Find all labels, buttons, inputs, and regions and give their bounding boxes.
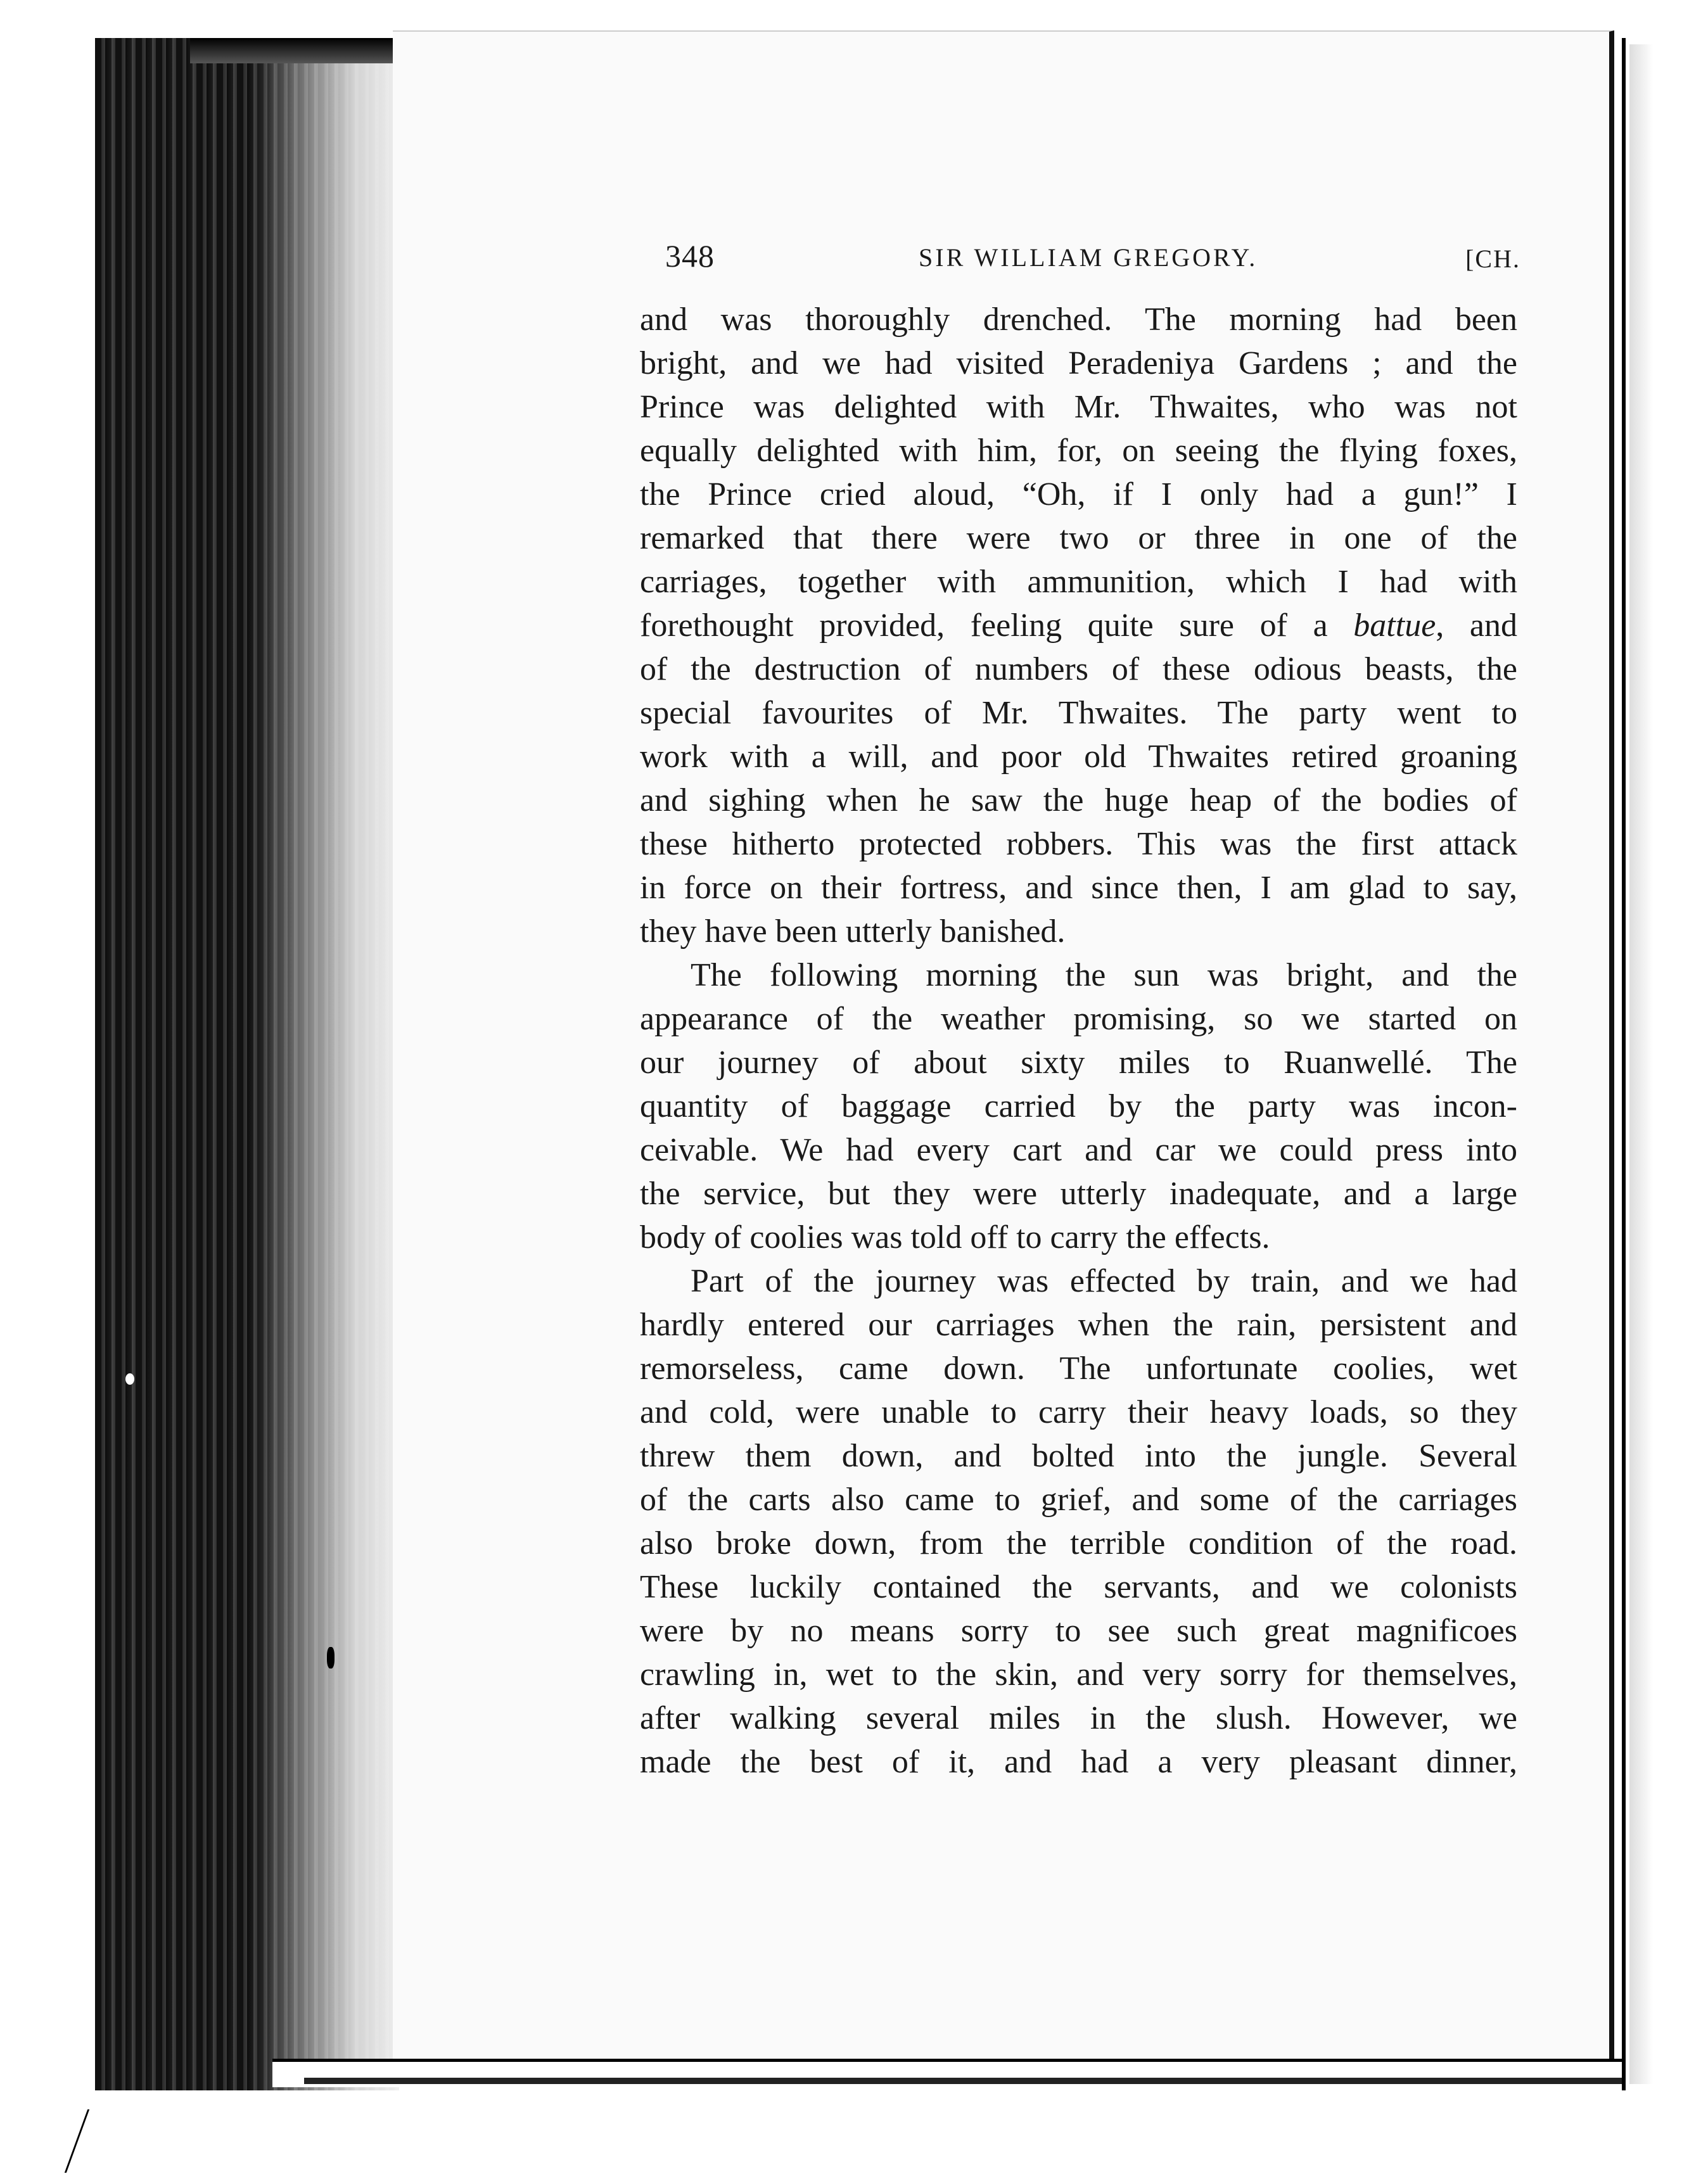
text-line: and sighing when he saw the huge heap of the bodies of (640, 782, 1517, 818)
text-line: bright, and we had visited Peradeniya Gardens ; and the (640, 345, 1517, 381)
text-line: our journey of about sixty miles to Ruanwellé. The (640, 1045, 1517, 1081)
paragraph (640, 1259, 1517, 1784)
text-line: the service, but they were utterly inadequate, and a large (640, 1176, 1517, 1212)
italic-word: battue (1353, 607, 1436, 644)
text-line: the Prince cried aloud, “Oh, if I only had a gun!” I (640, 476, 1517, 512)
body-text (640, 298, 1517, 1784)
text-line: after walking several miles in the slush. However, we (640, 1700, 1517, 1736)
text-line: of the carts also came to grief, and some of the carriages (640, 1482, 1517, 1518)
scan-corner-mark (65, 2109, 127, 2173)
text-line: body of coolies was told off to carry the effects. (640, 1219, 1270, 1255)
scan-speck (327, 1647, 335, 1669)
text-line: Part of the journey was effected by train, and we had (691, 1263, 1517, 1299)
text-line: threw them down, and bolted into the jungle. Several (640, 1438, 1517, 1474)
running-header (665, 238, 1520, 282)
paragraph (640, 953, 1517, 1259)
text-line: Prince was delighted with Mr. Thwaites, who was not (640, 389, 1517, 425)
text-line: and was thoroughly drenched. The morning had been (640, 302, 1517, 338)
text-line: ceivable. We had every cart and car we could press into (640, 1132, 1517, 1168)
text-line: of the destruction of numbers of these odious beasts, the (640, 651, 1517, 687)
scan-speck (125, 1373, 134, 1385)
book-bottom-shadow (304, 2078, 1622, 2084)
chapter-mark: [CH. (1465, 245, 1520, 273)
text-line: were by no means sorry to see such great magnificoes (640, 1613, 1517, 1649)
page-stack-highlight (253, 44, 399, 2090)
book-top-edge (190, 38, 399, 63)
text-line: these hitherto protected robbers. This was the first attack (640, 826, 1517, 862)
text-line: special favourites of Mr. Thwaites. The party went to (640, 695, 1517, 731)
text-line: forethought provided, feeling quite sure of a battue, and (640, 607, 1517, 644)
text-line: crawling in, wet to the skin, and very sorry for themselves, (640, 1656, 1517, 1693)
text-line: remorseless, came down. The unfortunate coolies, wet (640, 1351, 1517, 1387)
text-line: appearance of the weather promising, so we started on (640, 1001, 1517, 1037)
running-title: SIR WILLIAM GREGORY. (919, 243, 1258, 272)
text-line: The following morning the sun was bright, and the (691, 957, 1517, 993)
text-line: work with a will, and poor old Thwaites retired groaning (640, 739, 1517, 775)
text-line: also broke down, from the terrible condition of the road. (640, 1525, 1517, 1561)
text-line: made the best of it, and had a very pleasant dinner, (640, 1744, 1517, 1780)
facing-page-shade (1629, 44, 1708, 2084)
text-line: These luckily contained the servants, and we colonists (640, 1569, 1517, 1605)
text-line: and cold, were unable to carry their heavy loads, so they (640, 1394, 1517, 1430)
page-number: 348 (665, 238, 715, 274)
text-line: hardly entered our carriages when the rain, persistent and (640, 1307, 1517, 1343)
text-line: remarked that there were two or three in one of the (640, 520, 1517, 556)
text-line: equally delighted with him, for, on seeing the flying foxes, (640, 433, 1517, 469)
text-line: quantity of baggage carried by the party was incon- (640, 1088, 1517, 1124)
text-line: carriages, together with ammunition, which I had with (640, 564, 1517, 600)
text-line: they have been utterly banished. (640, 913, 1066, 950)
paragraph (640, 298, 1517, 953)
text-line: in force on their fortress, and since then, I am glad to say, (640, 870, 1517, 906)
